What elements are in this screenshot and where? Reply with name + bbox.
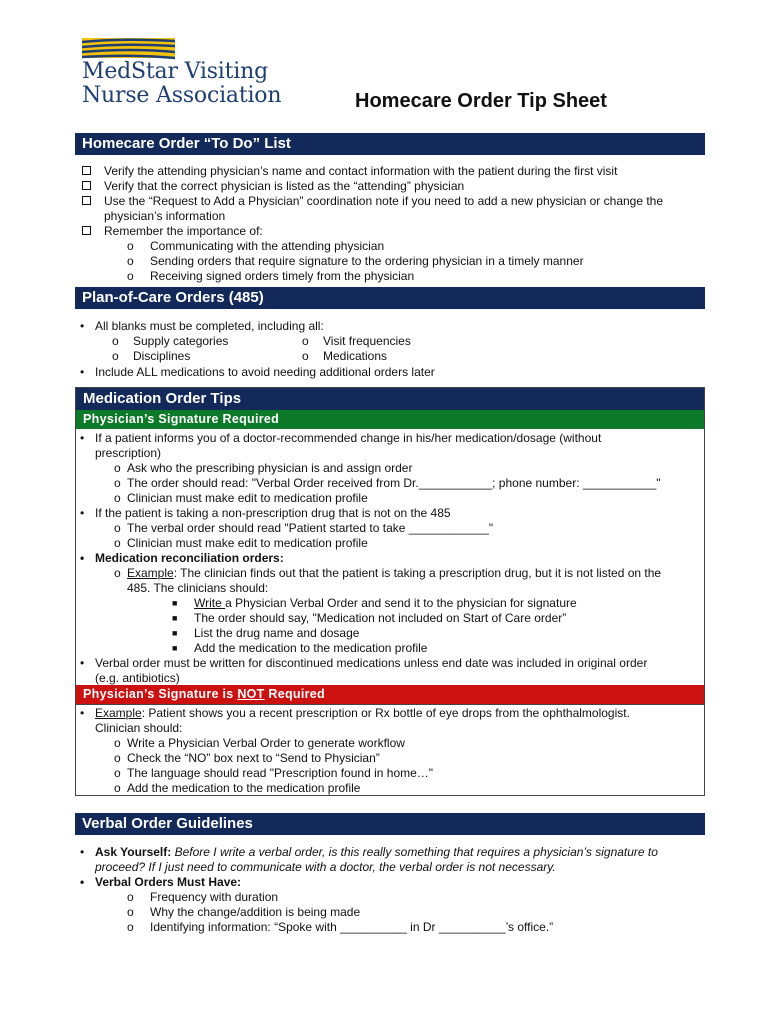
org-name-line2: Nurse Association xyxy=(82,83,282,108)
list-item: If a patient informs you of a doctor-recommended change in his/her medication/dosage (without xyxy=(95,431,602,445)
square-bullet-icon: ■ xyxy=(172,598,178,608)
verbal-heading: Verbal Order Guidelines xyxy=(75,813,705,835)
circle-bullet-icon: o xyxy=(114,521,121,535)
sub-item: The verbal order should read "Patient started to take ____________" xyxy=(127,521,494,535)
list-item: Verbal Orders Must Have: xyxy=(95,875,242,889)
example-text: : Patient shows you a recent prescription or Rx bottle of eye drops from the ophthalmologist. xyxy=(141,706,630,720)
sub-item: Supply categories xyxy=(133,334,229,348)
square-bullet-icon: ■ xyxy=(172,613,178,623)
checkbox-icon xyxy=(82,226,91,235)
document-title: Homecare Order Tip Sheet xyxy=(355,90,607,112)
circle-bullet-icon: o xyxy=(112,334,119,348)
todo-section xyxy=(75,133,705,155)
bullet-icon: • xyxy=(80,551,85,565)
todo-heading: Homecare Order “To Do” List xyxy=(75,133,705,155)
sub-item: Clinician must make edit to medication profile xyxy=(127,491,368,505)
circle-bullet-icon: o xyxy=(302,334,309,348)
list-item xyxy=(95,706,630,721)
list-item-continued: physician’s information xyxy=(104,209,226,223)
circle-bullet-icon: o xyxy=(114,566,121,580)
sub-item: Ask who the prescribing physician is and assign order xyxy=(127,461,413,475)
list-item: Medication reconciliation orders: xyxy=(95,551,284,565)
sub-item: Clinician must make edit to medication profile xyxy=(127,536,368,550)
bullet-icon: • xyxy=(80,365,85,379)
sub-sub-item xyxy=(194,596,577,611)
ask-text: Before I write a verbal order, is this really something that requires a physician’s signature to xyxy=(171,845,658,859)
list-item: Verbal order must be written for discontinued medications unless end date was included in original order xyxy=(95,656,648,670)
sub-item: Medications xyxy=(323,349,388,363)
med-heading: Medication Order Tips xyxy=(76,388,704,410)
circle-bullet-icon: o xyxy=(127,254,134,268)
sig-not-label-c: Required xyxy=(264,687,325,701)
sub-item: Communicating with the attending physician xyxy=(150,239,385,253)
list-item: Use the “Request to Add a Physician” coordination note if you need to add a new physician or change the xyxy=(104,194,664,208)
checkbox-icon xyxy=(82,196,91,205)
list-item xyxy=(95,845,658,860)
list-item: If the patient is taking a non-prescription drug that is not on the 485 xyxy=(95,506,451,520)
ask-label: Ask Yourself: xyxy=(95,845,172,859)
poc-section xyxy=(75,287,705,309)
divider xyxy=(75,704,705,705)
square-bullet-icon: ■ xyxy=(172,628,178,638)
circle-bullet-icon: o xyxy=(127,239,134,253)
logo-waves-icon xyxy=(82,38,175,58)
checkbox-icon xyxy=(82,181,91,190)
sub-item: The language should read "Prescription found in home…" xyxy=(127,766,434,780)
sig-not-required-bar xyxy=(76,685,704,704)
sig-not-label-a: Physician’s Signature is xyxy=(83,687,238,701)
sub-item: Visit frequencies xyxy=(323,334,411,348)
sub-item: Receiving signed orders timely from the physician xyxy=(150,269,415,283)
circle-bullet-icon: o xyxy=(114,536,121,550)
sub-item: Check the “NO” box next to “Send to Physician” xyxy=(127,751,380,765)
circle-bullet-icon: o xyxy=(114,751,121,765)
sub-sub-item: Add the medication to the medication profile xyxy=(194,641,428,655)
circle-bullet-icon: o xyxy=(127,905,134,919)
circle-bullet-icon: o xyxy=(127,920,134,934)
poc-heading: Plan-of-Care Orders (485) xyxy=(75,287,705,309)
sub-item: Why the change/addition is being made xyxy=(150,905,361,919)
bullet-icon: • xyxy=(80,431,85,445)
example-label: Example xyxy=(95,706,142,720)
list-item: Remember the importance of: xyxy=(104,224,263,238)
bullet-icon: • xyxy=(80,319,85,333)
circle-bullet-icon: o xyxy=(114,476,121,490)
circle-bullet-icon: o xyxy=(112,349,119,363)
bullet-icon: • xyxy=(80,845,85,859)
bullet-icon: • xyxy=(80,656,85,670)
sub-item: The order should read: "Verbal Order received from Dr.___________; phone number: ___________" xyxy=(127,476,661,490)
circle-bullet-icon: o xyxy=(114,461,121,475)
circle-bullet-icon: o xyxy=(114,766,121,780)
org-name xyxy=(82,60,281,108)
list-item-continued: prescription) xyxy=(95,446,162,460)
square-bullet-icon: ■ xyxy=(172,643,178,653)
list-item-continued: proceed? If I just need to communicate with a doctor, the verbal order is not necessary. xyxy=(95,860,556,874)
bullet-icon: • xyxy=(80,506,85,520)
sub-sub-item: List the drug name and dosage xyxy=(194,626,360,640)
list-item: All blanks must be completed, including all: xyxy=(95,319,324,333)
sub-item xyxy=(127,566,661,581)
sub-item-continued: 485. The clinicians should: xyxy=(127,581,269,595)
sub-item: Identifying information: “Spoke with __________ in Dr __________’s office.” xyxy=(150,920,554,934)
write-label: Write xyxy=(194,596,226,610)
sig-required-bar: Physician’s Signature Required xyxy=(76,410,704,429)
circle-bullet-icon: o xyxy=(127,890,134,904)
verbal-section xyxy=(75,813,705,835)
example-text: : The clinician finds out that the patient is taking a prescription drug, but it is not listed on the xyxy=(173,566,662,580)
list-item: Include ALL medications to avoid needing additional orders later xyxy=(95,365,435,379)
list-item-continued: (e.g. antibiotics) xyxy=(95,671,180,685)
list-item: Verify that the correct physician is listed as the “attending” physician xyxy=(104,179,465,193)
sub-item: Disciplines xyxy=(133,349,191,363)
sub-sub-item: The order should say, "Medication not included on Start of Care order” xyxy=(194,611,567,625)
bullet-icon: • xyxy=(80,875,85,889)
bullet-icon: • xyxy=(80,706,85,720)
sub-item: Frequency with duration xyxy=(150,890,279,904)
circle-bullet-icon: o xyxy=(302,349,309,363)
circle-bullet-icon: o xyxy=(114,491,121,505)
org-name-line1: MedStar Visiting xyxy=(82,59,268,84)
sub-item: Add the medication to the medication profile xyxy=(127,781,361,795)
circle-bullet-icon: o xyxy=(127,269,134,283)
checkbox-icon xyxy=(82,166,91,175)
circle-bullet-icon: o xyxy=(114,781,121,795)
sub-item: Sending orders that require signature to the ordering physician in a timely manner xyxy=(150,254,584,268)
sig-not-label-b: NOT xyxy=(237,687,265,701)
list-item: Verify the attending physician’s name and contact information with the patient during the first visit xyxy=(104,164,618,178)
list-item-continued: Clinician should: xyxy=(95,721,183,735)
sub-item: Write a Physician Verbal Order to generate workflow xyxy=(127,736,405,750)
circle-bullet-icon: o xyxy=(114,736,121,750)
write-text: a Physician Verbal Order and send it to the physician for signature xyxy=(225,596,577,610)
example-label: Example xyxy=(127,566,174,580)
